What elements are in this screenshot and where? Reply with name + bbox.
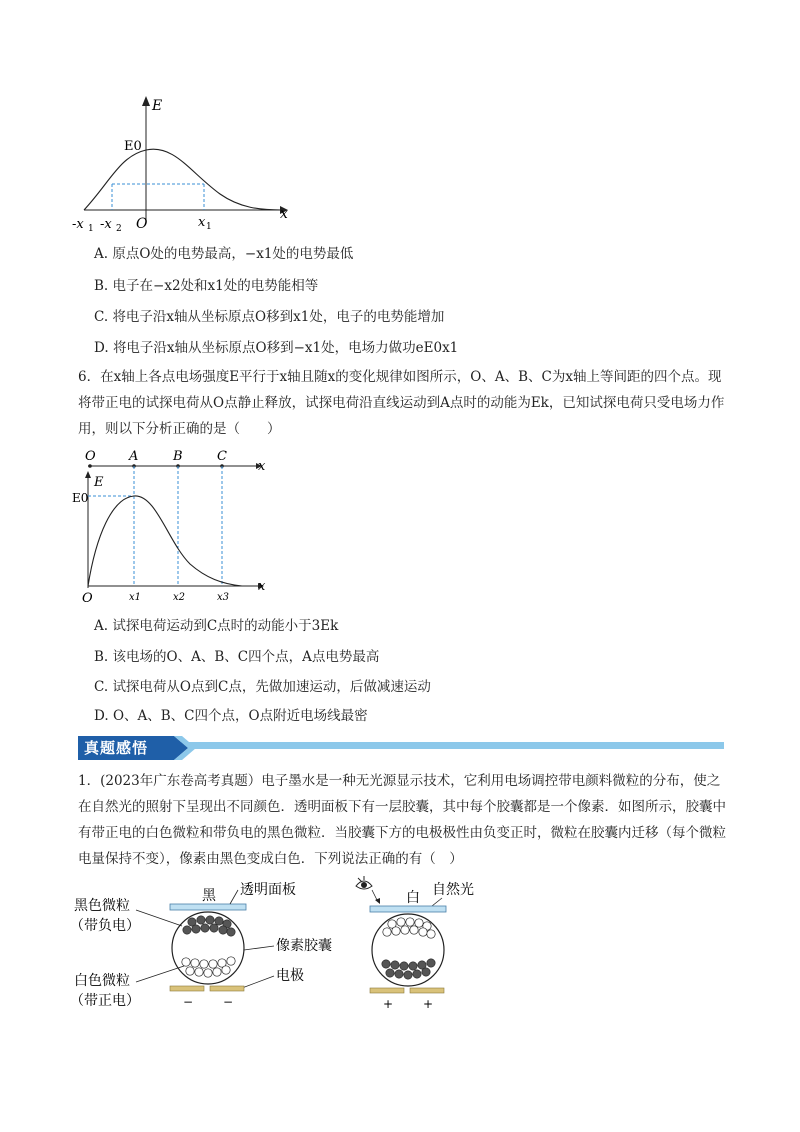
label-white: 白 xyxy=(406,890,420,906)
right-electrode-1 xyxy=(370,988,404,993)
neg-x2-label: -x xyxy=(100,217,112,232)
light-arrow xyxy=(432,898,442,906)
label-black: 黑 xyxy=(202,888,216,904)
q5-option-c: C. 将电子沿x轴从坐标原点O移到x1处，电子的电势能增加 xyxy=(94,309,445,325)
left-pointer-white xyxy=(136,966,184,982)
graph-e-vs-x-peak xyxy=(72,446,282,606)
y-axis-label: E xyxy=(94,475,104,490)
q6-option-b: B. 该电场的O、A、B、C四个点，A点电势最高 xyxy=(94,649,380,665)
section-title: 真题感悟 xyxy=(84,739,149,757)
left-pointer-electrode xyxy=(242,976,274,988)
eye-arrow-head xyxy=(375,898,380,904)
q6-option-c: C. 试探电荷从O点到C点，先做加速运动，后做减速运动 xyxy=(94,679,431,695)
y-axis-arrow xyxy=(142,96,150,106)
left-minus-1: − xyxy=(183,995,194,1009)
electronic-ink-diagram xyxy=(70,870,510,1020)
graph-e-vs-x-gaussian xyxy=(70,92,310,242)
label-pixel-capsule: 像素胶囊 xyxy=(276,938,332,954)
left-panel xyxy=(170,904,246,910)
left-electrode-1 xyxy=(170,986,204,991)
banner-bar xyxy=(168,742,724,749)
label-white-particle: 白色微粒 xyxy=(74,973,130,989)
right-panel xyxy=(370,906,446,912)
peak-label: E0 xyxy=(72,491,89,505)
tick-x1: x1 xyxy=(129,592,142,603)
label-natural-light: 自然光 xyxy=(432,882,474,898)
q5-option-a: A. 原点O处的电势最高，−x1处的电势最低 xyxy=(94,246,354,262)
label-black-charge: （带负电） xyxy=(70,918,140,934)
top-label-b: B xyxy=(173,449,183,464)
tick-x3: x3 xyxy=(217,592,230,603)
y-axis-arrow xyxy=(85,471,91,478)
left-pointer-capsule xyxy=(244,946,274,950)
left-minus-2: − xyxy=(223,995,234,1009)
q6-option-a: A. 试探电荷运动到C点时的动能小于3Ek xyxy=(94,618,339,634)
x1-sub: 1 xyxy=(206,222,212,232)
origin-label: O xyxy=(136,216,148,232)
q5-option-b: B. 电子在−x2处和x1处的电势能相等 xyxy=(94,278,319,294)
label-white-charge: （带正电） xyxy=(70,993,140,1009)
neg-x1-label: -x xyxy=(72,217,84,232)
eye-icon xyxy=(356,876,372,889)
point-o xyxy=(88,464,92,468)
top-label-c: C xyxy=(217,449,227,464)
neg-x2-sub: 2 xyxy=(116,224,122,234)
right-plus-2: + xyxy=(423,997,434,1011)
q6-option-d: D. O、A、B、C四个点，O点附近电场线最密 xyxy=(94,708,368,724)
top-label-o: O xyxy=(85,449,96,464)
e-curve xyxy=(84,149,282,210)
left-pointer-black xyxy=(136,910,182,926)
x1-label: x xyxy=(198,215,206,230)
x-axis-label: x xyxy=(280,206,288,222)
tick-x2: x2 xyxy=(173,592,186,603)
e-curve xyxy=(88,496,242,586)
peak-label: E0 xyxy=(124,139,142,154)
label-electrode: 电极 xyxy=(276,968,304,984)
neg-x1-sub: 1 xyxy=(88,224,94,234)
y-axis-label: E xyxy=(152,98,163,114)
q1-stem: 1．(2023年广东卷高考真题）电子墨水是一种无光源显示技术，它利用电场调控带电颜料微粒的分布，使之在自然光的照射下呈现出不同颜色．透明面板下有一层胶囊，其中每个胶囊都是一个像素．如图所示，胶囊中有带正电的白色微粒和带负电的黑色微粒．当胶囊下方的电极极性由负变正时，微粒在胶囊内迁移（每个微粒电量保持不变），像素由黑色变成白色．下列说法正确的有（ ） xyxy=(78,773,726,867)
right-electrode-2 xyxy=(410,988,444,993)
left-pointer-panel xyxy=(230,890,238,904)
origin-label: O xyxy=(82,591,93,606)
label-black-particle: 黑色微粒 xyxy=(74,898,130,914)
top-label-a: A xyxy=(129,449,139,464)
section-banner xyxy=(78,736,724,760)
right-plus-1: + xyxy=(383,997,394,1011)
left-electrode-2 xyxy=(210,986,244,991)
q6-stem: 6．在x轴上各点电场强度E平行于x轴且随x的变化规律如图所示，O、A、B、C为x轴上等间距的四个点。现将带正电的试探电荷从O点静止释放，试探电荷沿直线运动到A点时的动能为Ek，已知试探电荷只受电场力作用，则以下分析正确的是（ ） xyxy=(78,369,725,437)
q5-option-d: D. 将电子沿x轴从坐标原点O移到−x1处，电场力做功eE0x1 xyxy=(94,340,459,356)
x-axis-label: x xyxy=(258,579,266,594)
label-panel: 透明面板 xyxy=(240,882,296,898)
top-axis-label: x xyxy=(258,459,266,474)
